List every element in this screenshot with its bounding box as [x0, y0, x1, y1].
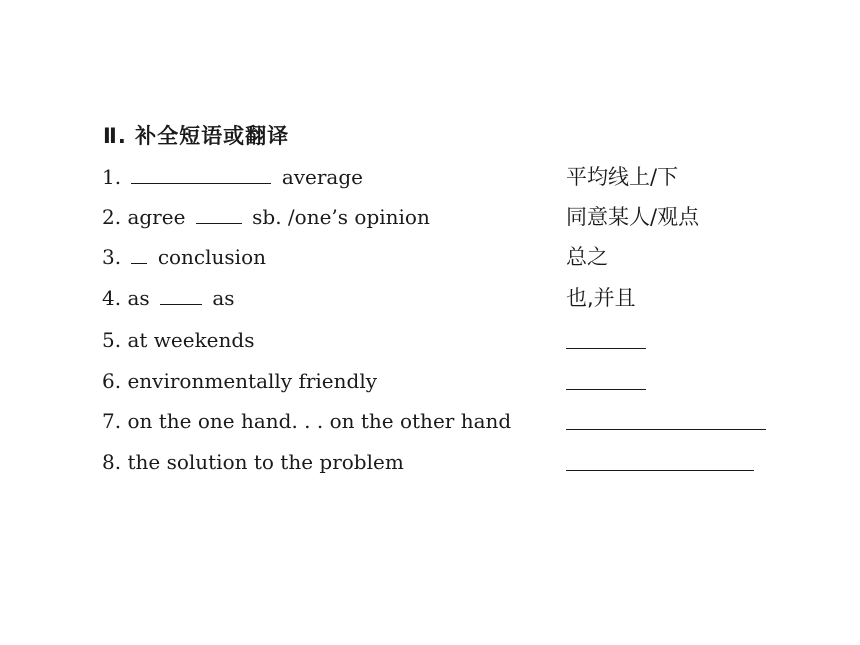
item-number: 5.	[102, 328, 122, 352]
english-phrase	[102, 447, 404, 477]
phrase-after-blank: average	[281, 165, 363, 189]
exercise-row-1	[0, 162, 860, 194]
exercise-row-5	[0, 325, 860, 357]
exercise-row-2	[0, 202, 860, 234]
chinese-translation: 同意某人/观点	[566, 205, 700, 229]
item-number: 2.	[102, 205, 122, 229]
exercise-row-4	[0, 283, 860, 315]
phrase-before-blank: agree	[127, 205, 186, 229]
item-number: 6.	[102, 369, 122, 393]
fill-in-blank[interactable]	[196, 205, 242, 224]
chinese-translation: 总之	[566, 245, 608, 269]
fill-in-blank[interactable]	[131, 165, 271, 184]
exercise-row-7	[0, 406, 860, 438]
phrase-text: the solution to the problem	[127, 450, 404, 474]
fill-in-blank[interactable]	[131, 245, 147, 264]
english-phrase	[102, 366, 377, 396]
phrase-after-blank: as	[212, 286, 235, 310]
english-phrase	[102, 162, 363, 192]
item-number: 3.	[102, 245, 122, 269]
english-phrase	[102, 242, 266, 272]
chinese-translation: 平均线上/下	[566, 165, 679, 189]
translation-answer-line[interactable]	[566, 348, 646, 349]
translation-answer-line[interactable]	[566, 470, 754, 471]
phrase-before-blank: as	[127, 286, 150, 310]
phrase-text: on the one hand. . . on the other hand	[127, 409, 512, 433]
fill-in-blank[interactable]	[160, 286, 202, 305]
item-number: 8.	[102, 450, 122, 474]
translation-answer-line[interactable]	[566, 429, 766, 430]
english-phrase	[102, 283, 235, 313]
section-heading: Ⅱ. 补全短语或翻译	[103, 124, 290, 148]
item-number: 7.	[102, 409, 122, 433]
chinese-translation: 也,并且	[566, 286, 636, 310]
item-number: 4.	[102, 286, 122, 310]
exercise-row-3	[0, 242, 860, 274]
phrase-text: at weekends	[127, 328, 255, 352]
item-number: 1.	[102, 165, 122, 189]
english-phrase	[102, 325, 254, 355]
translation-answer-line[interactable]	[566, 389, 646, 390]
exercise-row-6	[0, 366, 860, 398]
english-phrase	[102, 406, 511, 436]
phrase-text: environmentally friendly	[127, 369, 378, 393]
exercise-row-8	[0, 447, 860, 479]
english-phrase	[102, 202, 430, 232]
phrase-after-blank: conclusion	[157, 245, 266, 269]
phrase-after-blank: sb. /one’s opinion	[252, 205, 430, 229]
